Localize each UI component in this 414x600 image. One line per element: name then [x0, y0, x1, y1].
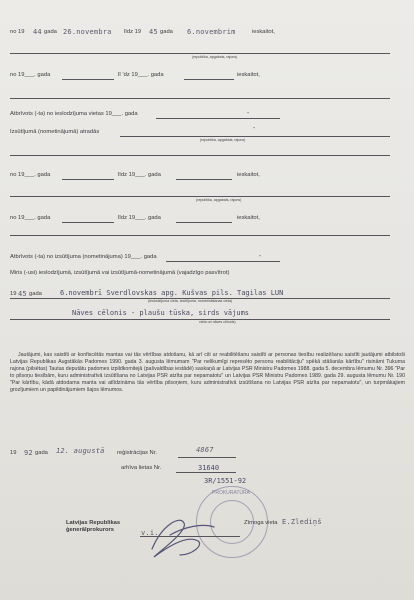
death-details: 6.novembrī Sverdlovskas apg. Kušvas pils. Tagilas LUN: [60, 289, 284, 297]
row1-ieskaitot: ieskaitot,: [252, 29, 275, 35]
row3-ieskaitot: ieskaitot,: [237, 172, 260, 178]
footer-gada: gada: [35, 450, 48, 456]
row3-underline: [10, 196, 390, 197]
footer-date: 12. augustā: [56, 447, 105, 455]
row3-blank2: [176, 179, 232, 180]
row2-blank2: [184, 79, 234, 80]
released-from-exile-mark: -: [258, 252, 263, 260]
exile-location-mark: -: [252, 124, 257, 132]
released-from-detention-label: Atbrīvots (-ta) no ieslodzījuma vietas 19___. gada: [10, 111, 138, 117]
died-label: Miris (-usi) ieslodzījumā, izsūtījumā vai izsūtījumā-nometinājumā (vajadzīgo pasvītrot): [10, 270, 230, 276]
exile-location-caption: (republika, apgabals, rajons): [200, 138, 246, 142]
signer-name: E.Zlediņš: [282, 518, 322, 526]
row4-no: no 19___. gada: [10, 215, 51, 221]
row1-gada: gada: [44, 29, 57, 35]
row3-caption: (republika, apgabals, rajons): [196, 198, 242, 202]
death-gada: gada: [29, 291, 42, 297]
office-line-1: Latvijas Republikas: [66, 520, 121, 526]
released-from-exile-blank: [166, 261, 280, 262]
row1-year-from: 44: [33, 28, 42, 36]
released-from-detention-blank: [156, 118, 280, 119]
acting-mark: v.i.: [141, 529, 159, 537]
death-year: 45: [18, 290, 27, 298]
stamp-text: PROKURATŪRA: [212, 490, 250, 496]
row2-ieskaitot: ieskaitot,: [237, 72, 260, 78]
row3-lidz: līdz 19___. gada: [118, 172, 161, 178]
row4-blank1: [62, 222, 114, 223]
row2-lidz: lī 'dz 19___. gada: [118, 72, 164, 78]
exile-location-label: Izsūtījumā (nometinājumā) atradās: [10, 129, 100, 135]
row3-no: no 19___. gada: [10, 172, 51, 178]
row4-ieskaitot: ieskaitot,: [237, 215, 260, 221]
archive-case-number: 31640: [198, 464, 220, 472]
archive-case-label: arhīva lietas Nr.: [121, 465, 162, 471]
row1-lidz: līdz 19: [124, 29, 142, 35]
signature-scribble: [140, 505, 220, 565]
death-year-prefix: 19: [10, 291, 17, 297]
archive-case-blank: [176, 472, 236, 473]
row1-underline: [10, 53, 390, 54]
office-line-2: ģenerālprokurors: [66, 527, 114, 533]
footer-reg-blank: [178, 457, 236, 458]
row2-blank1: [62, 79, 114, 80]
signature-line: [140, 536, 240, 537]
footer-registration-number: 4867: [196, 446, 214, 454]
row2-underline: [10, 98, 390, 99]
row1-no: no 19: [10, 29, 25, 35]
death-cause: Nāves cēlonis - plaušu tūska, sirds vājums: [72, 309, 250, 317]
row2-no: no 19___. gada: [10, 72, 51, 78]
footer-registration-label: reģistrācijas Nr.: [117, 450, 157, 456]
death-caption-bottom: vieta un nāves cēlonis): [199, 320, 236, 324]
row3-blank1: [62, 179, 114, 180]
footer-year-prefix: 19: [10, 450, 17, 456]
stamp-place-label: Zīmoga vieta: [244, 520, 278, 526]
row1-year-to: 45: [149, 28, 158, 36]
row1-caption: (republika, apgabals, rajons): [192, 55, 238, 59]
row4-blank2: [176, 222, 232, 223]
rehabilitation-paragraph: Jautājumi, kas saistīti ar konfiscētās mantas vai tās vērtības atdošanu, kā arī citi ar reabilitēšanu saistīti ar personas tiesību realizēšanu saistīti jautājumi atbilstoši Latvijas Republikas Augstākās Padomes 1990. gada 3. augusta lēmumam "Par nelikumīgi represēto personu reabilitāciju" spēkā stāšanās kārtību" risināmi Tukuma rajona (pilsētas) Tautas deputātu padomes izpildkomitejā (pašvaldības iestādē) saskaņā ar Latvijas PSR Ministru Padomes 1988. gada 5. decembra lēmumu Nr. 396 "Par to pilsoņu tiesībām, kuru administratīvā izsūtīšana no Latvijas PSR atzīta par nepamatotu" un Latvijas PSR Ministru Padomes 1989. gada 29. augusta lēmumu Nr. 190 "Par kārtību, kādā atdodama manta vai atlīdzināma tās vērtība pilsoņiem, kuru administratīvā izsūtīšana no Latvijas PSR atzīta par nepamatotu", un turpmākajiem grozījumiem un papildinājumiem šajos lēmumos.: [10, 352, 405, 394]
row1-date-from: 26.novembra: [63, 28, 112, 36]
reference-number: 3R/1551-92: [204, 477, 247, 485]
row1-gada2: gada: [160, 29, 173, 35]
exile-location-blank: [120, 136, 390, 137]
death-caption-top: (ieslodzījuma vieta, izsūtījuma, nometināšanas vieta): [148, 299, 233, 303]
released-from-detention-mark: -: [246, 109, 251, 117]
exile-location-line2: [10, 155, 390, 156]
released-from-exile-label: Atbrīvots (-ta) no izsūtījuma (nometinājuma) 19___. gada: [10, 254, 157, 260]
footer-year: 92: [24, 449, 33, 457]
row4-lidz: līdz 19___. gada: [118, 215, 161, 221]
row4-underline: [10, 235, 390, 236]
row1-date-to: 6.novembrim: [187, 28, 236, 36]
